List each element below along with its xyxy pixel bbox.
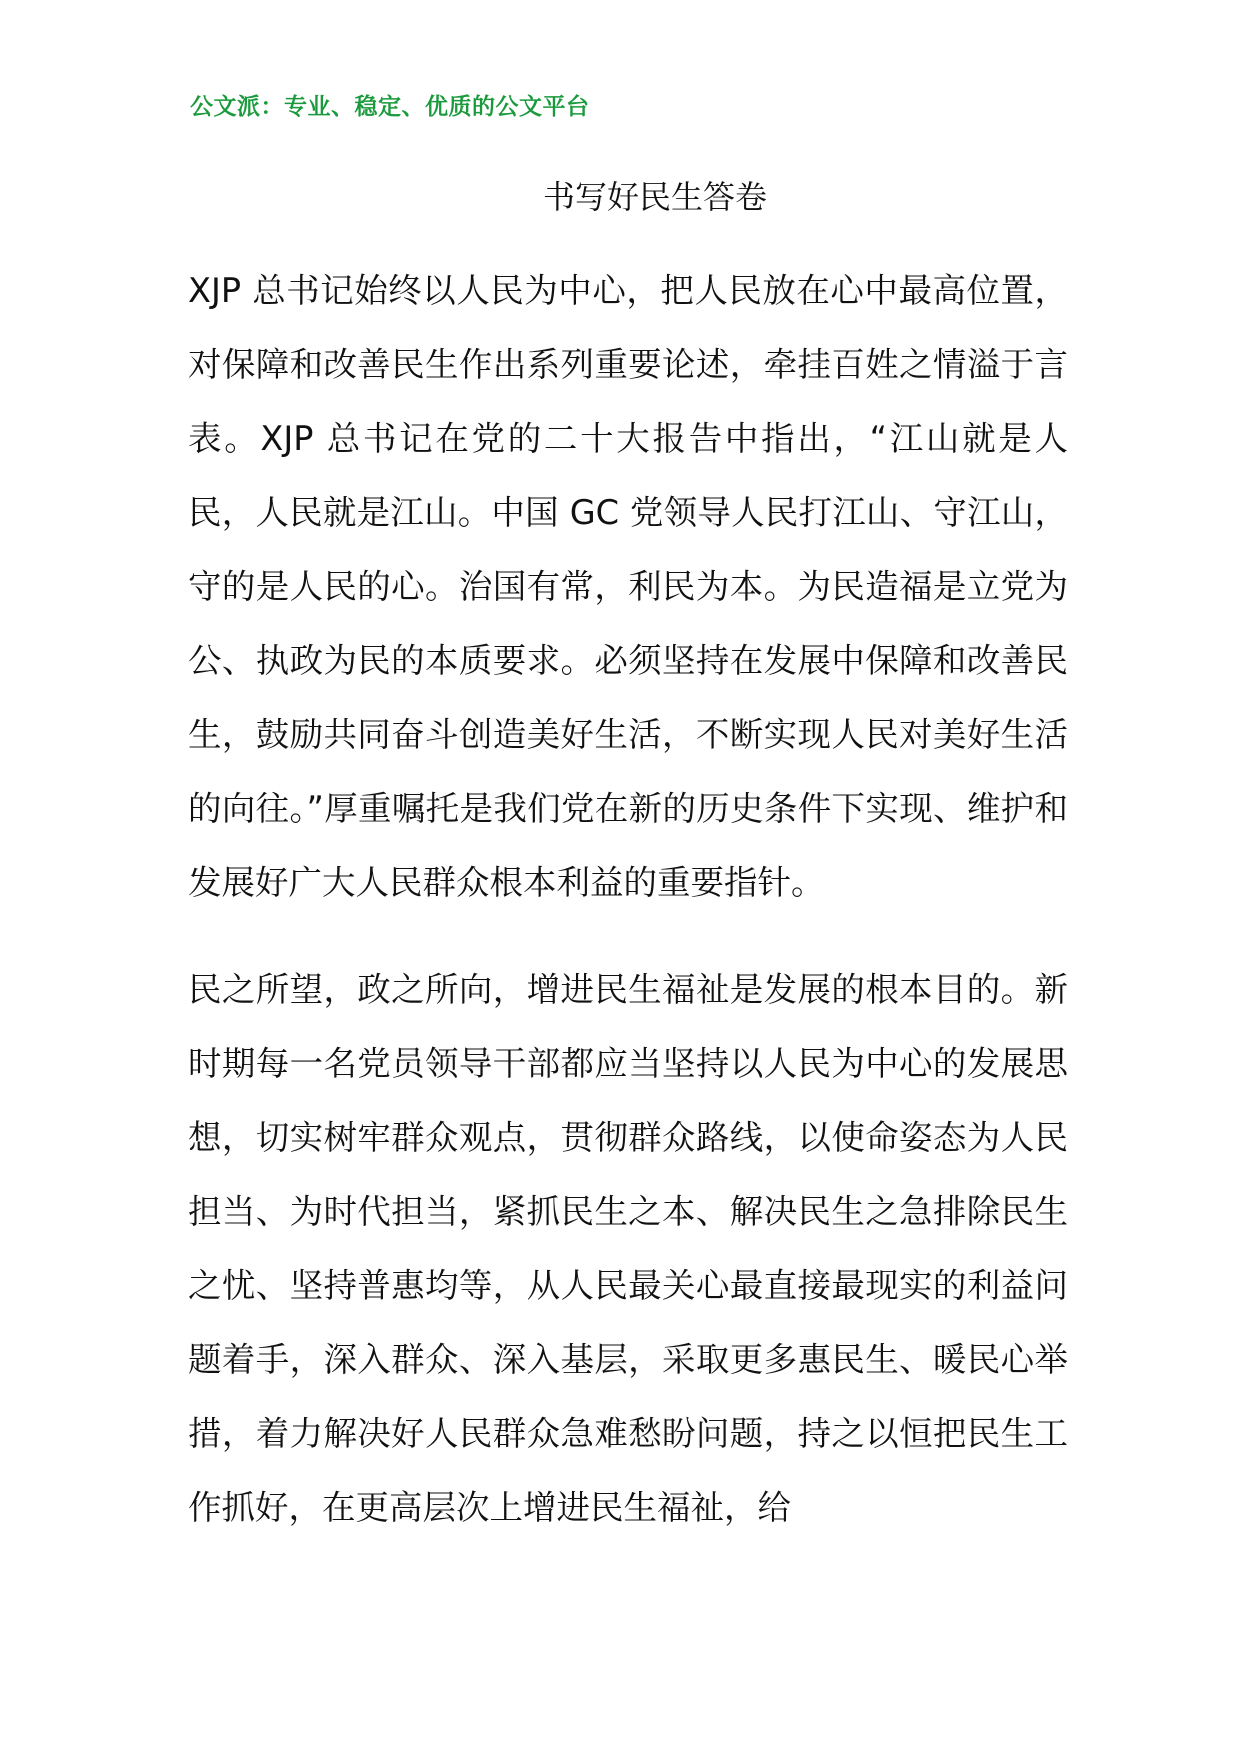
paragraph-1 (188, 254, 1068, 920)
paragraph-text: 民之所望，政之所向，增进民生福祉是发展的根本目的。新时期每一名党员领导干部都应当坚持以人民为中心的发展思想，切实树牢群众观点，贯彻群众路线，以使命姿态为人民担当、为时代担当，紧抓民生之本、解决民生之急排除民生之忧、坚持普惠均等，从人民最关心最直接最现实的利益问题着手，深入群众、深入基层，采取更多惠民生、暖民心举措，着力解决好人民群众急难愁盼问题，持之以恒把民生工作抓好，在更高层次上增进民生福祉，给 (188, 970, 1068, 1527)
site-header: 公文派：专业、稳定、优质的公文平台 (190, 93, 590, 120)
document-title: 书写好民生答卷 (542, 178, 767, 216)
paragraph-2 (188, 953, 1068, 1545)
paragraph-text: XJP 总书记始终以人民为中心，把人民放在心中最高位置，对保障和改善民生作出系列重要论述，牵挂百姓之情溢于言表。XJP 总书记在党的二十大报告中指出，“江山就是人民，人民就是江山。中国 GC 党领导人民打江山、守江山，守的是人民的心。治国有常，利民为本。为民造福是立党为公、执政为民的本质要求。必须坚持在发展中保障和改善民生，鼓励共同奋斗创造美好生活，不断实现人民对美好生活的向往。”厚重嘱托是我们党在新的历史条件下实现、维护和发展好广大人民群众根本利益的重要指针。 (188, 271, 1068, 902)
